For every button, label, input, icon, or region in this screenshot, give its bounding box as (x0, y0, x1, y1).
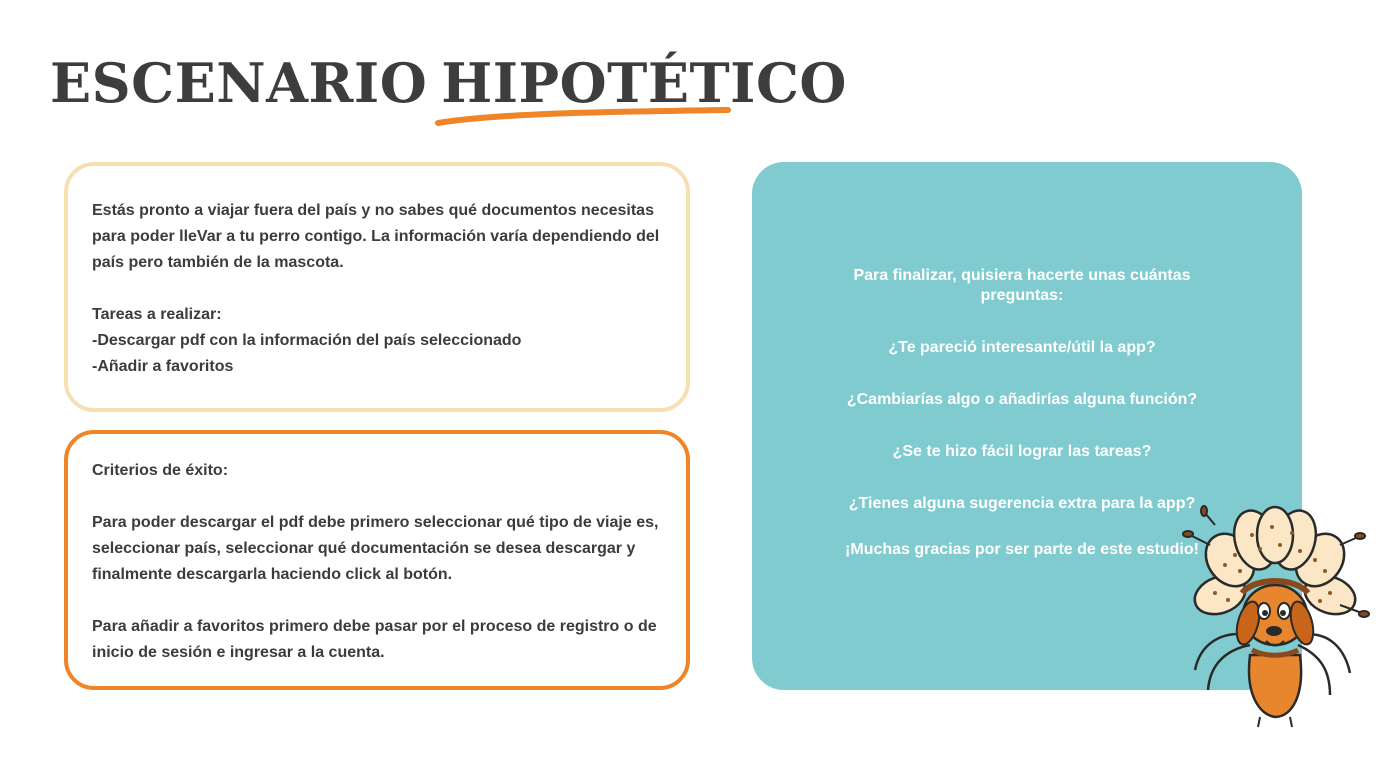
task-item: -Descargar pdf con la información del país seleccionado (92, 332, 522, 349)
title-part-2: HIPOTÉTICO (441, 51, 847, 115)
task-item: -Añadir a favoritos (92, 358, 234, 375)
scenario-description: Estás pronto a viajar fuera del país y no sabes qué documentos necesitas para poder lleVar a tu perro contigo. La información varía dependiendo del país pero también de la mascota. (92, 202, 660, 271)
criteria-paragraph: Para añadir a favoritos primero debe pasar por el proceso de registro o de inicio de sesión e ingresar a la cuenta. (92, 618, 657, 661)
question-item: ¿Se te hizo fácil lograr las tareas? (892, 443, 1152, 460)
thanks-message: ¡Muchas gracias por ser parte de este estudio! (845, 541, 1199, 558)
question-item: ¿Tienes alguna sugerencia extra para la app? (848, 495, 1196, 512)
title-underline-brush (434, 104, 734, 130)
title-part-1: ESCENARIO (50, 51, 428, 115)
scenario-card (64, 162, 690, 412)
questions-intro: Para finalizar, quisiera hacerte unas cuántas preguntas: (853, 267, 1191, 304)
tasks-heading: Tareas a realizar: (92, 306, 222, 323)
criteria-heading: Criterios de éxito: (92, 462, 229, 479)
question-item: ¿Cambiarías algo o añadirías alguna función? (846, 391, 1198, 408)
criteria-paragraph: Para poder descargar el pdf debe primero seleccionar qué tipo de viaje es, seleccionar país, seleccionar qué documentación se desea descargar y finalmente descargarla haciendo click al botón. (92, 514, 659, 583)
success-criteria-card (64, 430, 690, 690)
dog-with-flower-headdress-illustration (1180, 505, 1370, 730)
question-item: ¿Te pareció interesante/útil la app? (888, 339, 1156, 356)
